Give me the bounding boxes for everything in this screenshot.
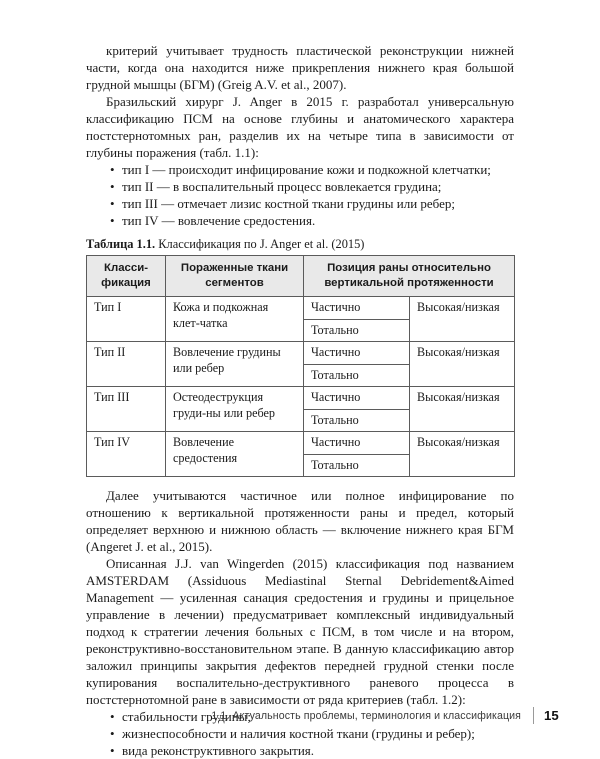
table-row xyxy=(87,387,515,410)
cell-extent-total: Тотально xyxy=(304,319,410,342)
table-caption-text: Классификация по J. Anger et al. (2015) xyxy=(158,237,365,251)
list-item xyxy=(86,178,514,195)
page-footer xyxy=(86,707,560,724)
cell-extent-total: Тотально xyxy=(304,409,410,432)
cell-extent-total: Тотально xyxy=(304,454,410,477)
cell-classification: Тип IV xyxy=(87,432,166,477)
running-head: 1.1. Актуальность проблемы, терминология и классификация xyxy=(211,709,521,722)
table-caption xyxy=(86,236,514,252)
list-item-label: тип IV — вовлечение средостения. xyxy=(122,213,316,228)
column-header-position-line1: Позиция раны относительно xyxy=(327,262,491,274)
list-item-label: жизнеспособности и наличия костной ткани (грудины и ребер); xyxy=(122,726,475,741)
column-header-position xyxy=(304,256,515,297)
paragraph-2: Бразильский хирург J. Anger в 2015 г. разработал универсальную классификацию ПСМ на основе глубины и анатомического характера постстернотомных ран, разделив их на четыре типа в зависимости от глубины поражения (табл. 1.1): xyxy=(86,94,514,160)
list-item-label: тип II — в воспалительный процесс вовлекается грудина; xyxy=(122,179,442,194)
cell-position: Высокая/низкая xyxy=(410,432,515,477)
cell-extent-partial: Частично xyxy=(304,297,410,320)
paragraph-1: критерий учитывает трудность пластической реконструкции нижней части, когда она находится ниже прикрепления нижнего края большой грудной мышцы (БГМ) (Greig A.V. et al., 2007). xyxy=(86,43,514,92)
cell-tissues: Кожа и подкожная клет-чатка xyxy=(166,297,304,342)
footer-divider xyxy=(533,707,534,724)
bullet-icon: • xyxy=(110,743,115,758)
bullet-icon: • xyxy=(110,709,115,724)
cell-extent-total: Тотально xyxy=(304,364,410,387)
page-number: 15 xyxy=(544,708,559,723)
cell-classification: Тип I xyxy=(87,297,166,342)
bullet-icon: • xyxy=(110,726,115,741)
list-item xyxy=(86,195,514,212)
column-header-classification-line2: фикация xyxy=(101,276,151,289)
cell-tissues: Остеодеструкция груди-ны или ребер xyxy=(166,387,304,432)
classification-table xyxy=(86,255,515,477)
column-header-tissues-line2: сегментов xyxy=(205,276,264,289)
list-item-label: тип I — происходит инфицирование кожи и подкожной клетчатки; xyxy=(122,162,491,177)
bullet-icon: • xyxy=(110,162,115,177)
bullet-icon: • xyxy=(110,196,115,211)
column-header-tissues xyxy=(166,256,304,297)
table-header xyxy=(87,256,515,297)
list-item xyxy=(86,161,514,178)
cell-extent-partial: Частично xyxy=(304,432,410,455)
list-item xyxy=(86,212,514,229)
cell-classification: Тип II xyxy=(87,342,166,387)
table-row xyxy=(87,432,515,455)
table-row xyxy=(87,342,515,365)
column-header-position-line2: вертикальной протяженности xyxy=(324,276,494,289)
cell-position: Высокая/низкая xyxy=(410,297,515,342)
list-item-label: вида реконструктивного закрытия. xyxy=(122,743,315,758)
table-row xyxy=(87,297,515,320)
cell-extent-partial: Частично xyxy=(304,387,410,410)
list-item xyxy=(86,742,514,759)
column-header-classification-line1: Класси- xyxy=(104,262,148,274)
list-item-label: тип III — отмечает лизис костной ткани грудины или ребер; xyxy=(122,196,456,211)
paragraph-3: Далее учитываются частичное или полное инфицирование по отношению к вертикальной протяженности раны и предел, который определяет верхнюю и нижнюю область — включение нижнего края БГМ (Angeret J. et al., 2015). xyxy=(86,488,514,554)
page-content xyxy=(86,42,514,759)
list-item xyxy=(86,725,514,742)
paragraph-4: Описанная J.J. van Wingerden (2015) классификация под названием AMSTERDAM (Assiduous Mediastinal Sternal Debridement&Aimed Management — усиленная санация средостения и грудины и прицельное управление в лечении) предусматривает комплексный индивидуальный подход к стратегии лечения больных с ПСМ, в том числе и на втором, реконструктивно-восстановительном этапе. В данную классификацию автор заложил принципы закрытия дефектов передней грудной стенки после купирования воспалительно-деструктивного раневого процесса в постстернотомной ране в зависимости от ряда критериев (табл. 1.2): xyxy=(86,556,514,707)
bullet-icon: • xyxy=(110,213,115,228)
bullet-list-types xyxy=(86,161,514,229)
cell-extent-partial: Частично xyxy=(304,342,410,365)
column-header-classification xyxy=(87,256,166,297)
cell-classification: Тип III xyxy=(87,387,166,432)
cell-tissues: Вовлечение средостения xyxy=(166,432,304,477)
cell-position: Высокая/низкая xyxy=(410,387,515,432)
cell-tissues: Вовлечение грудины или ребер xyxy=(166,342,304,387)
cell-position: Высокая/низкая xyxy=(410,342,515,387)
bullet-icon: • xyxy=(110,179,115,194)
table-body xyxy=(87,297,515,477)
table-caption-label: Таблица 1.1. xyxy=(86,237,156,251)
table-header-row xyxy=(87,256,515,297)
list-item-label: стабильности грудины; xyxy=(122,709,252,724)
column-header-tissues-line1: Пораженные ткани xyxy=(180,262,289,274)
